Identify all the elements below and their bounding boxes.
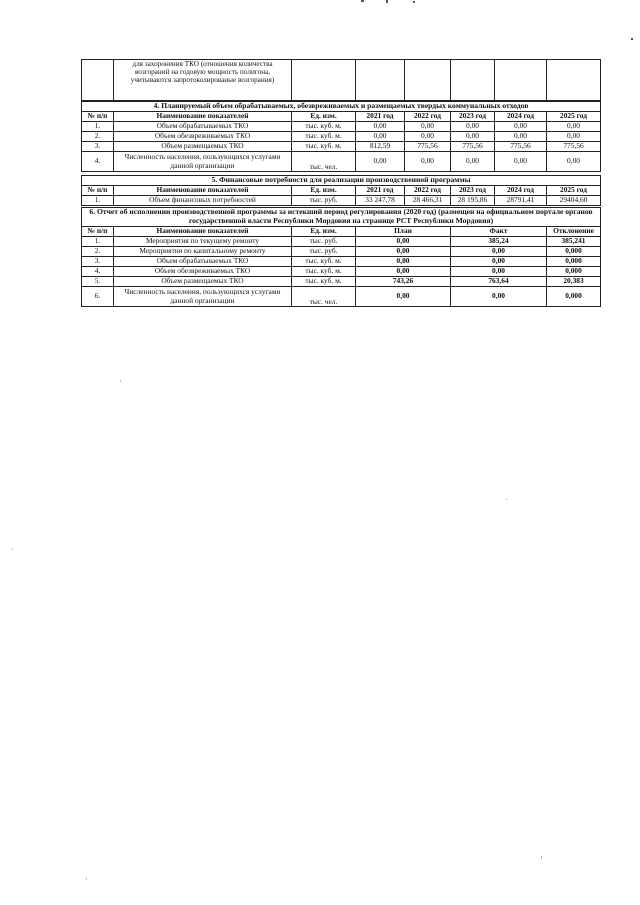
table-row [82, 196, 601, 206]
table-cell: тыс. куб. м. [292, 267, 356, 277]
table-cell: 0,00 [356, 257, 451, 267]
table-cell: 0,00 [495, 122, 547, 132]
scan-mark [361, 0, 364, 2]
table-row [82, 122, 601, 132]
table-cell: тыс. куб. м. [292, 257, 356, 267]
table-cell: 0,00 [356, 237, 451, 247]
table-header-row [82, 227, 601, 237]
section-title-row [82, 208, 601, 227]
table-cell: тыс. куб. м. [292, 142, 356, 152]
table-cell: Мероприятия по текущему ремонту [114, 237, 292, 247]
scan-mark [120, 380, 121, 382]
table-cell: 28791,41 [495, 196, 547, 206]
table-cell: 0,000 [547, 257, 601, 267]
header-cell: № п/п [82, 186, 114, 196]
header-cell: 2023 год [451, 186, 495, 196]
header-cell: 2025 год [547, 186, 601, 196]
table-cell: 0,00 [451, 257, 547, 267]
header-cell: План [356, 227, 451, 237]
table-cell: 0,00 [356, 267, 451, 277]
table-cell: 775,56 [495, 142, 547, 152]
table-cell: 0,00 [495, 152, 547, 172]
section-4-table [81, 100, 601, 172]
section-4-title: 4. Планируемый объем обрабатываемых, обезвреживаемых и размещаемых твердых коммунальных отходов [82, 101, 601, 112]
table-cell: 28 466,31 [405, 196, 451, 206]
table-row [82, 152, 601, 172]
header-cell: № п/п [82, 227, 114, 237]
table-cell: 0,00 [356, 152, 405, 172]
scan-mark [506, 498, 507, 500]
table-row [82, 267, 601, 277]
scan-mark [631, 38, 633, 40]
table-cell: 29404,60 [547, 196, 601, 206]
scan-mark [86, 878, 87, 880]
table-cell: Объем обрабатываемых ТКО [114, 122, 292, 132]
table-cell: 0,00 [547, 122, 601, 132]
table-cell: тыс. руб. [292, 237, 356, 247]
header-cell: 2024 год [495, 112, 547, 122]
table-cell: 1. [82, 122, 114, 132]
table-cell: 743,26 [356, 277, 451, 287]
table-cell: Мероприятия по капитальному ремонту [114, 247, 292, 257]
table-cell: 0,00 [451, 247, 547, 257]
section-5-title: 5. Финансовые потребности для реализации производственной программы [82, 176, 601, 186]
header-cell: 2024 год [495, 186, 547, 196]
header-cell: 2022 год [405, 112, 451, 122]
table-cell: тыс. куб. м. [292, 132, 356, 142]
table-row [82, 257, 601, 267]
table-cell: 28 195,86 [451, 196, 495, 206]
table-cell: тыс. куб. м. [292, 122, 356, 132]
table-cell: тыс. руб. [292, 247, 356, 257]
table-row [82, 287, 601, 307]
table-cell: 0,00 [451, 267, 547, 277]
table-cell: 0,00 [356, 132, 405, 142]
table-row [82, 247, 601, 257]
table-cell: Объем размещаемых ТКО [114, 142, 292, 152]
table-row [82, 277, 601, 287]
header-cell: Ед. изм. [292, 112, 356, 122]
table-cell: 775,56 [547, 142, 601, 152]
header-cell: 2025 год [547, 112, 601, 122]
header-cell: Факт [451, 227, 547, 237]
table-cell: Численность населения, пользующихся услугами данной организации [114, 287, 292, 307]
section-title-row [82, 101, 601, 112]
table-header-row [82, 112, 601, 122]
scan-mark [413, 1, 415, 3]
table-header-row [82, 186, 601, 196]
table-cell: 775,56 [405, 142, 451, 152]
table-cell: 0,00 [451, 132, 495, 142]
table-cell: Объем обрабатываемых ТКО [114, 257, 292, 267]
table-cell: тыс. чел. [292, 152, 356, 172]
table-cell: 812,59 [356, 142, 405, 152]
header-cell: Ед. изм. [292, 186, 356, 196]
table-cell: 6. [82, 287, 114, 307]
table-cell: 763,64 [451, 277, 547, 287]
table-row [82, 142, 601, 152]
table-cell: 0,00 [451, 122, 495, 132]
table-cell: Численность населения, пользующихся услугами данной организации [114, 152, 292, 172]
table-cell: 0,00 [356, 122, 405, 132]
table-cell: 3. [82, 257, 114, 267]
table-cell: тыс. руб. [292, 196, 356, 206]
table-cell: 0,00 [451, 152, 495, 172]
header-cell: № п/п [82, 112, 114, 122]
table-cell: 0,00 [405, 132, 451, 142]
table-cell: Объем финансовых потребностей [114, 196, 292, 206]
scan-mark [12, 548, 13, 550]
table-cell: тыс. куб. м. [292, 277, 356, 287]
table-cell: 5. [82, 277, 114, 287]
table-cell: 33 247,78 [356, 196, 405, 206]
table-cell: 2. [82, 247, 114, 257]
table-cell: 0,000 [547, 287, 601, 307]
section-5-table [81, 175, 601, 206]
previous-table-fragment [81, 59, 601, 102]
table-cell: Объем обезвреживаемых ТКО [114, 267, 292, 277]
table-cell: 775,56 [451, 142, 495, 152]
table-cell: 0,00 [405, 152, 451, 172]
scan-mark [386, 0, 388, 3]
table-cell: Объем размещаемых ТКО [114, 277, 292, 287]
header-cell: Наименование показателей [114, 112, 292, 122]
table-row [82, 132, 601, 142]
header-cell: Наименование показателей [114, 227, 292, 237]
scan-mark [541, 856, 542, 859]
table-cell: 1. [82, 196, 114, 206]
table-cell: 20,383 [547, 277, 601, 287]
header-cell: 2023 год [451, 112, 495, 122]
header-cell: Ед. изм. [292, 227, 356, 237]
table-cell: 0,00 [495, 132, 547, 142]
header-cell: 2022 год [405, 186, 451, 196]
section-title-row [82, 176, 601, 186]
table-cell: 1. [82, 237, 114, 247]
table-cell: 0,000 [547, 247, 601, 257]
table-cell: 3. [82, 142, 114, 152]
header-cell: 2021 год [356, 112, 405, 122]
table-cell: 0,00 [451, 287, 547, 307]
header-cell: Наименование показателей [114, 186, 292, 196]
header-cell: Отклонение [547, 227, 601, 237]
section-6-title: 6. Отчет об исполнении производственной программы за истекший период регулирования (2020 год) (размещен на официальном портале органов государственной власти Республики Мордовия на странице РСТ Республики Мордовия) [82, 208, 601, 227]
table-row [82, 237, 601, 247]
table-cell: 385,24 [451, 237, 547, 247]
table-cell: 2. [82, 132, 114, 142]
section-6-table [81, 207, 601, 307]
table-cell: 0,00 [356, 247, 451, 257]
table-cell: 385,241 [547, 237, 601, 247]
table-cell: 0,00 [405, 122, 451, 132]
table-row [82, 60, 601, 102]
table-cell: 4. [82, 152, 114, 172]
table-cell: 0,00 [356, 287, 451, 307]
table-cell: 0,00 [547, 132, 601, 142]
table-cell: тыс. чел. [292, 287, 356, 307]
header-cell: 2021 год [356, 186, 405, 196]
table-cell: 4. [82, 267, 114, 277]
table-cell: Объем обезвреживаемых ТКО [114, 132, 292, 142]
fragment-text: для захоронения ТКО (отношения количества возгораний на годовую мощность полигона, учитываются запротоколированые возгорания) [114, 60, 292, 102]
table-cell: 0,000 [547, 267, 601, 277]
table-cell: 0,00 [547, 152, 601, 172]
